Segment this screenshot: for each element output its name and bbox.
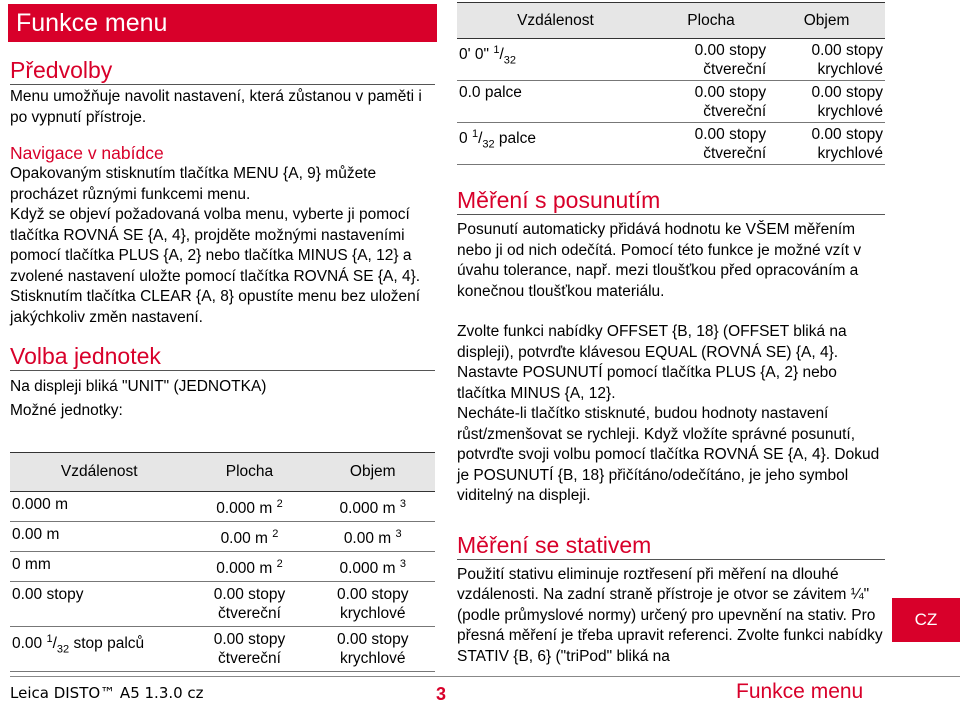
- presets-heading: Předvolby: [10, 56, 435, 85]
- cell-distance: 0.00 m: [10, 522, 189, 552]
- footer-product: Leica DISTO™ A5 1.3.0 cz: [10, 684, 204, 702]
- cell-area: 0.000 m $^2$: [189, 492, 311, 522]
- units-table-continued: [457, 2, 885, 165]
- left-column: [10, 56, 435, 421]
- footer-section-title: Funkce menu: [736, 680, 864, 703]
- cell-volume: 0.00 stopy krychlové: [310, 582, 435, 627]
- footer-page-number: 3: [436, 684, 447, 704]
- units-heading: Volba jednotek: [10, 342, 435, 371]
- table-row: [10, 552, 435, 582]
- presets-text: Menu umožňuje navolit nastavení, která zůstanou v paměti i po vypnutí přístroje.: [10, 88, 422, 126]
- tripod-heading: Měření se stativem: [457, 531, 885, 560]
- cell-distance: 0.0 palce: [457, 81, 654, 123]
- nav-paragraph-2: Když se objeví požadovaná volba menu, vyberte ji pomocí tlačítka ROVNÁ SE {A, 4}, projděte možnými nastaveními pomocí tlačítka PLUS {A, 2} nebo tlačítka MINUS {A, 12} a zvolené nastavení uložte pomocí tlačítka ROVNÁ SE {A, 4}. Stisknutím tlačítka CLEAR {A, 8} opustíte menu bez uložení jakýchkoliv změn nastavení.: [10, 206, 421, 326]
- cell-area: 0.00 stopy čtvereční: [189, 582, 311, 627]
- right-column: [457, 186, 885, 667]
- cell-volume: 0.00 stopy krychlové: [768, 123, 885, 165]
- footer-divider: [10, 676, 960, 677]
- table-row: [10, 492, 435, 522]
- table-row: [10, 582, 435, 627]
- cell-area: 0.00 stopy čtvereční: [654, 123, 768, 165]
- offset-paragraph-3: Necháte-li tlačítko stisknuté, budou hodnoty nastavení růst/zmenšovat se rychleji. Když vložíte správné posunutí, potvrďte svoji volbu pomocí tlačítka ROVNÁ SE {A, 4}. Dokud je POSUNUTÍ {B, 18} přičítáno/odečítáno, je jeho symbol viditelný na displeji.: [457, 405, 880, 504]
- cell-distance: 0.00 $^1/_{32}$ stop palců: [10, 627, 189, 672]
- cell-volume: 0.00 stopy krychlové: [768, 81, 885, 123]
- page-header-title: Funkce menu: [8, 4, 437, 42]
- cell-volume: 0.00 m $^3$: [310, 522, 435, 552]
- units-table-header: [457, 3, 885, 39]
- cell-volume: 0.00 stopy krychlové: [310, 627, 435, 672]
- cell-distance: 0 $^1/_{32}$ palce: [457, 123, 654, 165]
- units-table-header: [10, 453, 435, 492]
- col-volume: Objem: [310, 453, 435, 492]
- cell-distance: 0' 0" $^1/_{32}$: [457, 39, 654, 81]
- table-row: [457, 123, 885, 165]
- nav-p1-text: Opakovaným stisknutím tlačítka MENU {A, 9} můžete procházet různými funkcemi menu.: [10, 165, 377, 203]
- offset-paragraph-2: Zvolte funkci nabídky OFFSET {B, 18} (OFFSET bliká na displeji), potvrďte klávesou EQUAL (ROVNÁ SE) {A, 4}. Nastavte POSUNUTÍ pomocí tlačítka PLUS {A, 2} nebo tlačítka MINUS {A, 12}.: [457, 323, 847, 402]
- col-distance: Vzdálenost: [10, 453, 189, 492]
- table-row: [10, 627, 435, 672]
- units-line-1: Na displeji bliká "UNIT" (JEDNOTKA): [10, 378, 267, 395]
- cell-area: 0.000 m $^2$: [189, 552, 311, 582]
- nav-paragraph-1: [10, 164, 435, 205]
- cell-distance: 0.000 m: [10, 492, 189, 522]
- offset-heading: Měření s posunutím: [457, 186, 885, 215]
- offset-paragraph-1: Posunutí automaticky přidává hodnotu ke VŠEM měřením nebo ji od nich odečítá. Pomocí této funkce je možné vzít v úvahu tolerance, např. mezi tloušťkou před opracováním a konečnou tloušťkou materiálu.: [457, 221, 862, 300]
- cell-area: 0.00 stopy čtvereční: [654, 81, 768, 123]
- cell-area: 0.00 m $^2$: [189, 522, 311, 552]
- col-area: Plocha: [189, 453, 311, 492]
- col-volume: Objem: [768, 3, 885, 39]
- table-row: [457, 81, 885, 123]
- cell-volume: 0.00 stopy krychlové: [768, 39, 885, 81]
- table-row: [457, 39, 885, 81]
- cell-area: 0.00 stopy čtvereční: [654, 39, 768, 81]
- cell-volume: 0.000 m $^3$: [310, 492, 435, 522]
- table-row: [10, 522, 435, 552]
- language-tab: CZ: [892, 598, 960, 642]
- units-table: [10, 452, 435, 672]
- tripod-paragraph-1: Použití stativu eliminuje roztřesení při měření na dlouhé vzdálenosti. Na zadní straně přístroje je otvor se závitem ¼" (podle průmyslové normy) určený pro upevnění na stativ. Pro přesná měření je třeba upravit referenci. Zvolte funkci nabídky STATIV {B, 6} ("triPod" bliká na: [457, 565, 883, 665]
- units-line-2: Možné jednotky:: [10, 401, 123, 419]
- nav-heading: Navigace v nabídce: [10, 143, 164, 163]
- cell-volume: 0.000 m $^3$: [310, 552, 435, 582]
- cell-distance: 0.00 stopy: [10, 582, 189, 627]
- col-area: Plocha: [654, 3, 768, 39]
- col-distance: Vzdálenost: [457, 3, 654, 39]
- cell-distance: 0 mm: [10, 552, 189, 582]
- cell-area: 0.00 stopy čtvereční: [189, 627, 311, 672]
